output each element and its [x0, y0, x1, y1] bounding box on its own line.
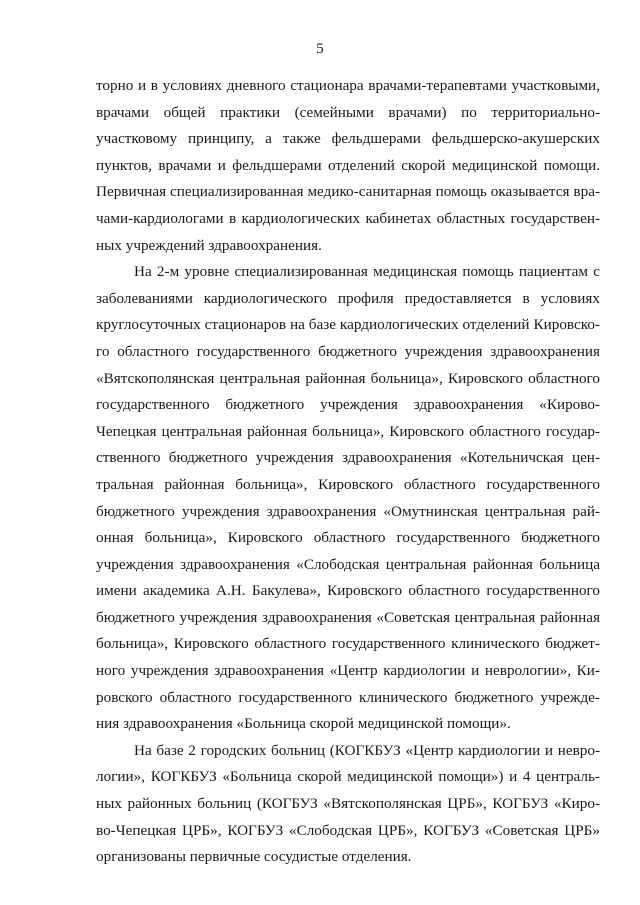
- text-line: онная больница», Кировского областного государственного бюджетного: [96, 529, 600, 547]
- text-line: врачами общей практики (семейными врачами) по территориально-: [96, 103, 600, 121]
- text-line: имени академика А.Н. Бакулева», Кировского областного государственного: [96, 582, 600, 600]
- text-line: Первичная специализированная медико-санитарная помощь оказывается вра-: [96, 183, 600, 201]
- text-line: го областного государственного бюджетного учреждения здравоохранения: [96, 342, 600, 360]
- text-line: Чепецкая центральная районная больница», Кировского областного государ-: [96, 422, 600, 440]
- text-line: пунктов, врачами и фельдшерами отделений скорой медицинской помощи.: [96, 156, 600, 174]
- text-line: больница», Кировского областного государственного клинического бюджет-: [96, 635, 600, 653]
- text-line: чами-кардиологами в кардиологических кабинетах областных государствен-: [96, 209, 600, 227]
- text-line: ния здравоохранения «Больница скорой медицинской помощи».: [96, 715, 511, 733]
- text-line: заболеваниями кардиологического профиля предоставляется в условиях: [96, 289, 600, 307]
- text-line: ровского областного государственного клинического бюджетного учрежде-: [96, 688, 600, 706]
- text-line: ственного бюджетного учреждения здравоохранения «Котельничская цен-: [96, 449, 600, 467]
- text-line: ных районных больниц (КОГБУЗ «Вятскополянская ЦРБ», КОГБУЗ «Киро-: [96, 795, 600, 813]
- paragraph-1: [96, 73, 600, 259]
- text-line: ного учреждения здравоохранения «Центр кардиологии и неврологии», Ки-: [96, 662, 600, 680]
- paragraph-3: [96, 738, 600, 871]
- text-line: организованы первичные сосудистые отделения.: [96, 848, 412, 866]
- text-line: бюджетного учреждения здравоохранения «Советская центральная районная: [96, 608, 600, 626]
- text-line: «Вятскополянская центральная районная больница», Кировского областного: [96, 369, 600, 387]
- text-line: торно и в условиях дневного стационара врачами-терапевтами участковыми,: [96, 77, 600, 94]
- paragraph-2: [96, 259, 600, 738]
- text-line: круглосуточных стационаров на базе кардиологических отделений Кировско-: [96, 316, 600, 334]
- text-line: во-Чепецкая ЦРБ», КОГБУЗ «Слободская ЦРБ», КОГБУЗ «Советская ЦРБ»: [96, 821, 600, 839]
- text-line: ных учреждений здравоохранения.: [96, 236, 322, 254]
- text-line: учреждения здравоохранения «Слободская центральная районная больница: [96, 555, 600, 573]
- text-line: бюджетного учреждения здравоохранения «Омутнинская центральная рай-: [96, 502, 600, 520]
- page-number: 5: [316, 41, 324, 57]
- text-line: На 2-м уровне специализированная медицинская помощь пациентам с: [134, 263, 600, 281]
- text-line: тральная районная больница», Кировского областного государственного: [96, 475, 600, 493]
- text-line: На базе 2 городских больниц (КОГКБУЗ «Центр кардиологии и невро-: [134, 741, 600, 759]
- text-line: участковому принципу, а также фельдшерами фельдшерско-акушерских: [96, 130, 600, 148]
- body-text: [96, 73, 600, 871]
- text-line: государственного бюджетного учреждения здравоохранения «Кирово-: [96, 396, 600, 414]
- text-line: логии», КОГКБУЗ «Больница скорой медицинской помощи») и 4 централь-: [96, 768, 600, 786]
